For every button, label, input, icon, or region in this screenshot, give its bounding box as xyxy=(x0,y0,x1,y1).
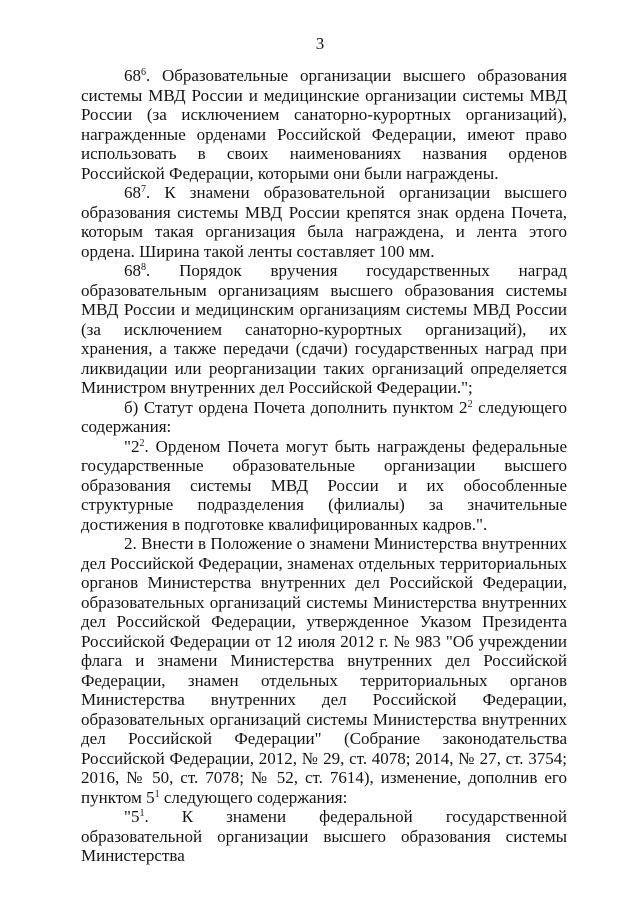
item-superscript: 1 xyxy=(154,788,160,800)
item-number: 68 xyxy=(124,66,141,85)
item-number: 68 xyxy=(124,183,141,202)
paragraph-text-tail: следующего содержания: xyxy=(81,397,567,436)
paragraph-text: б) Статут ордена Почета дополнить пунктом 2 xyxy=(124,397,468,417)
item-superscript: 1 xyxy=(139,808,145,819)
paragraph-text: . Образовательные организации высшего образования системы МВД России и медицинские организации системы МВД России (за исключением санаторно-курортных организаций), награжденные орденами Российской Федерации, имеют право использовать в своих наименованиях названия орденов Российской Федерации, которыми они были награждены. xyxy=(81,66,567,183)
item-number: "2 xyxy=(124,436,140,456)
paragraph-text: 2. Внести в Положение о знамени Министерства внутренних дел Российской Федерации, знаменах отдельных территориальных органов Министерства внутренних дел Российской Федерации, образовательных организаций системы Министерства внутренних дел Российской Федерации, утвержденное Указом Президента Российской Федерации от 12 июля 2012 г. № 983 "Об учреждении флага и знамени Министерства внутренних дел Российской Федерации, знамен отдельных территориальных органов Министерства внутренних дел Российской Федерации, образовательных организаций системы Министерства внутренних дел Российской Федерации" (Собрание законодательства Российской Федерации, 2012, № 29, ст. 4078; 2014, № 27, ст. 3754; 2016, № 50, ст. 7078; № 52, ст. 7614), изменение, дополнив его пунктом 5 xyxy=(81,534,567,807)
item-number: 68 xyxy=(124,261,141,280)
paragraph-text: . К знамени образовательной организации высшего образования системы МВД России крепятся знак ордена Почета, которым такая организация была награждена, и лента этого ордена. Ширина такой ленты составляет 100 мм. xyxy=(81,183,567,261)
paragraph-2-2 xyxy=(81,437,567,535)
paragraph-68-8 xyxy=(81,261,567,398)
paragraph-68-7 xyxy=(81,183,567,261)
paragraph-5-1 xyxy=(81,807,567,866)
item-superscript: 6 xyxy=(141,67,146,78)
paragraph-text: . К знамени федеральной государственной образовательной организации высшего образования системы Министерства xyxy=(81,807,567,865)
item-number: "5 xyxy=(124,807,140,826)
item-superscript: 7 xyxy=(141,184,146,195)
paragraph-text: . Орденом Почета могут быть награждены федеральные государственные образовательные организации высшего образования системы МВД России и их обособленные структурные подразделения (филиалы) за значительные достижения в подготовке квалифицированных кадров.". xyxy=(81,436,567,534)
item-superscript: 8 xyxy=(141,262,146,273)
item-superscript: 2 xyxy=(139,437,145,449)
paragraph-68-6 xyxy=(81,66,567,183)
paragraph-text-tail: следующего содержания: xyxy=(159,787,348,807)
item-superscript: 2 xyxy=(467,398,473,410)
paragraph-text: . Порядок вручения государственных наград образовательным организациям высшего образования системы МВД России и медицинским организациям системы МВД России (за исключением санаторно-курортных организаций), их хранения, а также передачи (сдачи) государственных наград при ликвидации или реорганизации таких организаций определяется Министром внутренних дел Российской Федерации."; xyxy=(81,261,567,397)
document-body xyxy=(81,66,567,866)
paragraph-2-banner-regulation xyxy=(81,534,567,807)
paragraph-b-statute xyxy=(81,398,567,437)
page-number: 3 xyxy=(315,34,325,53)
